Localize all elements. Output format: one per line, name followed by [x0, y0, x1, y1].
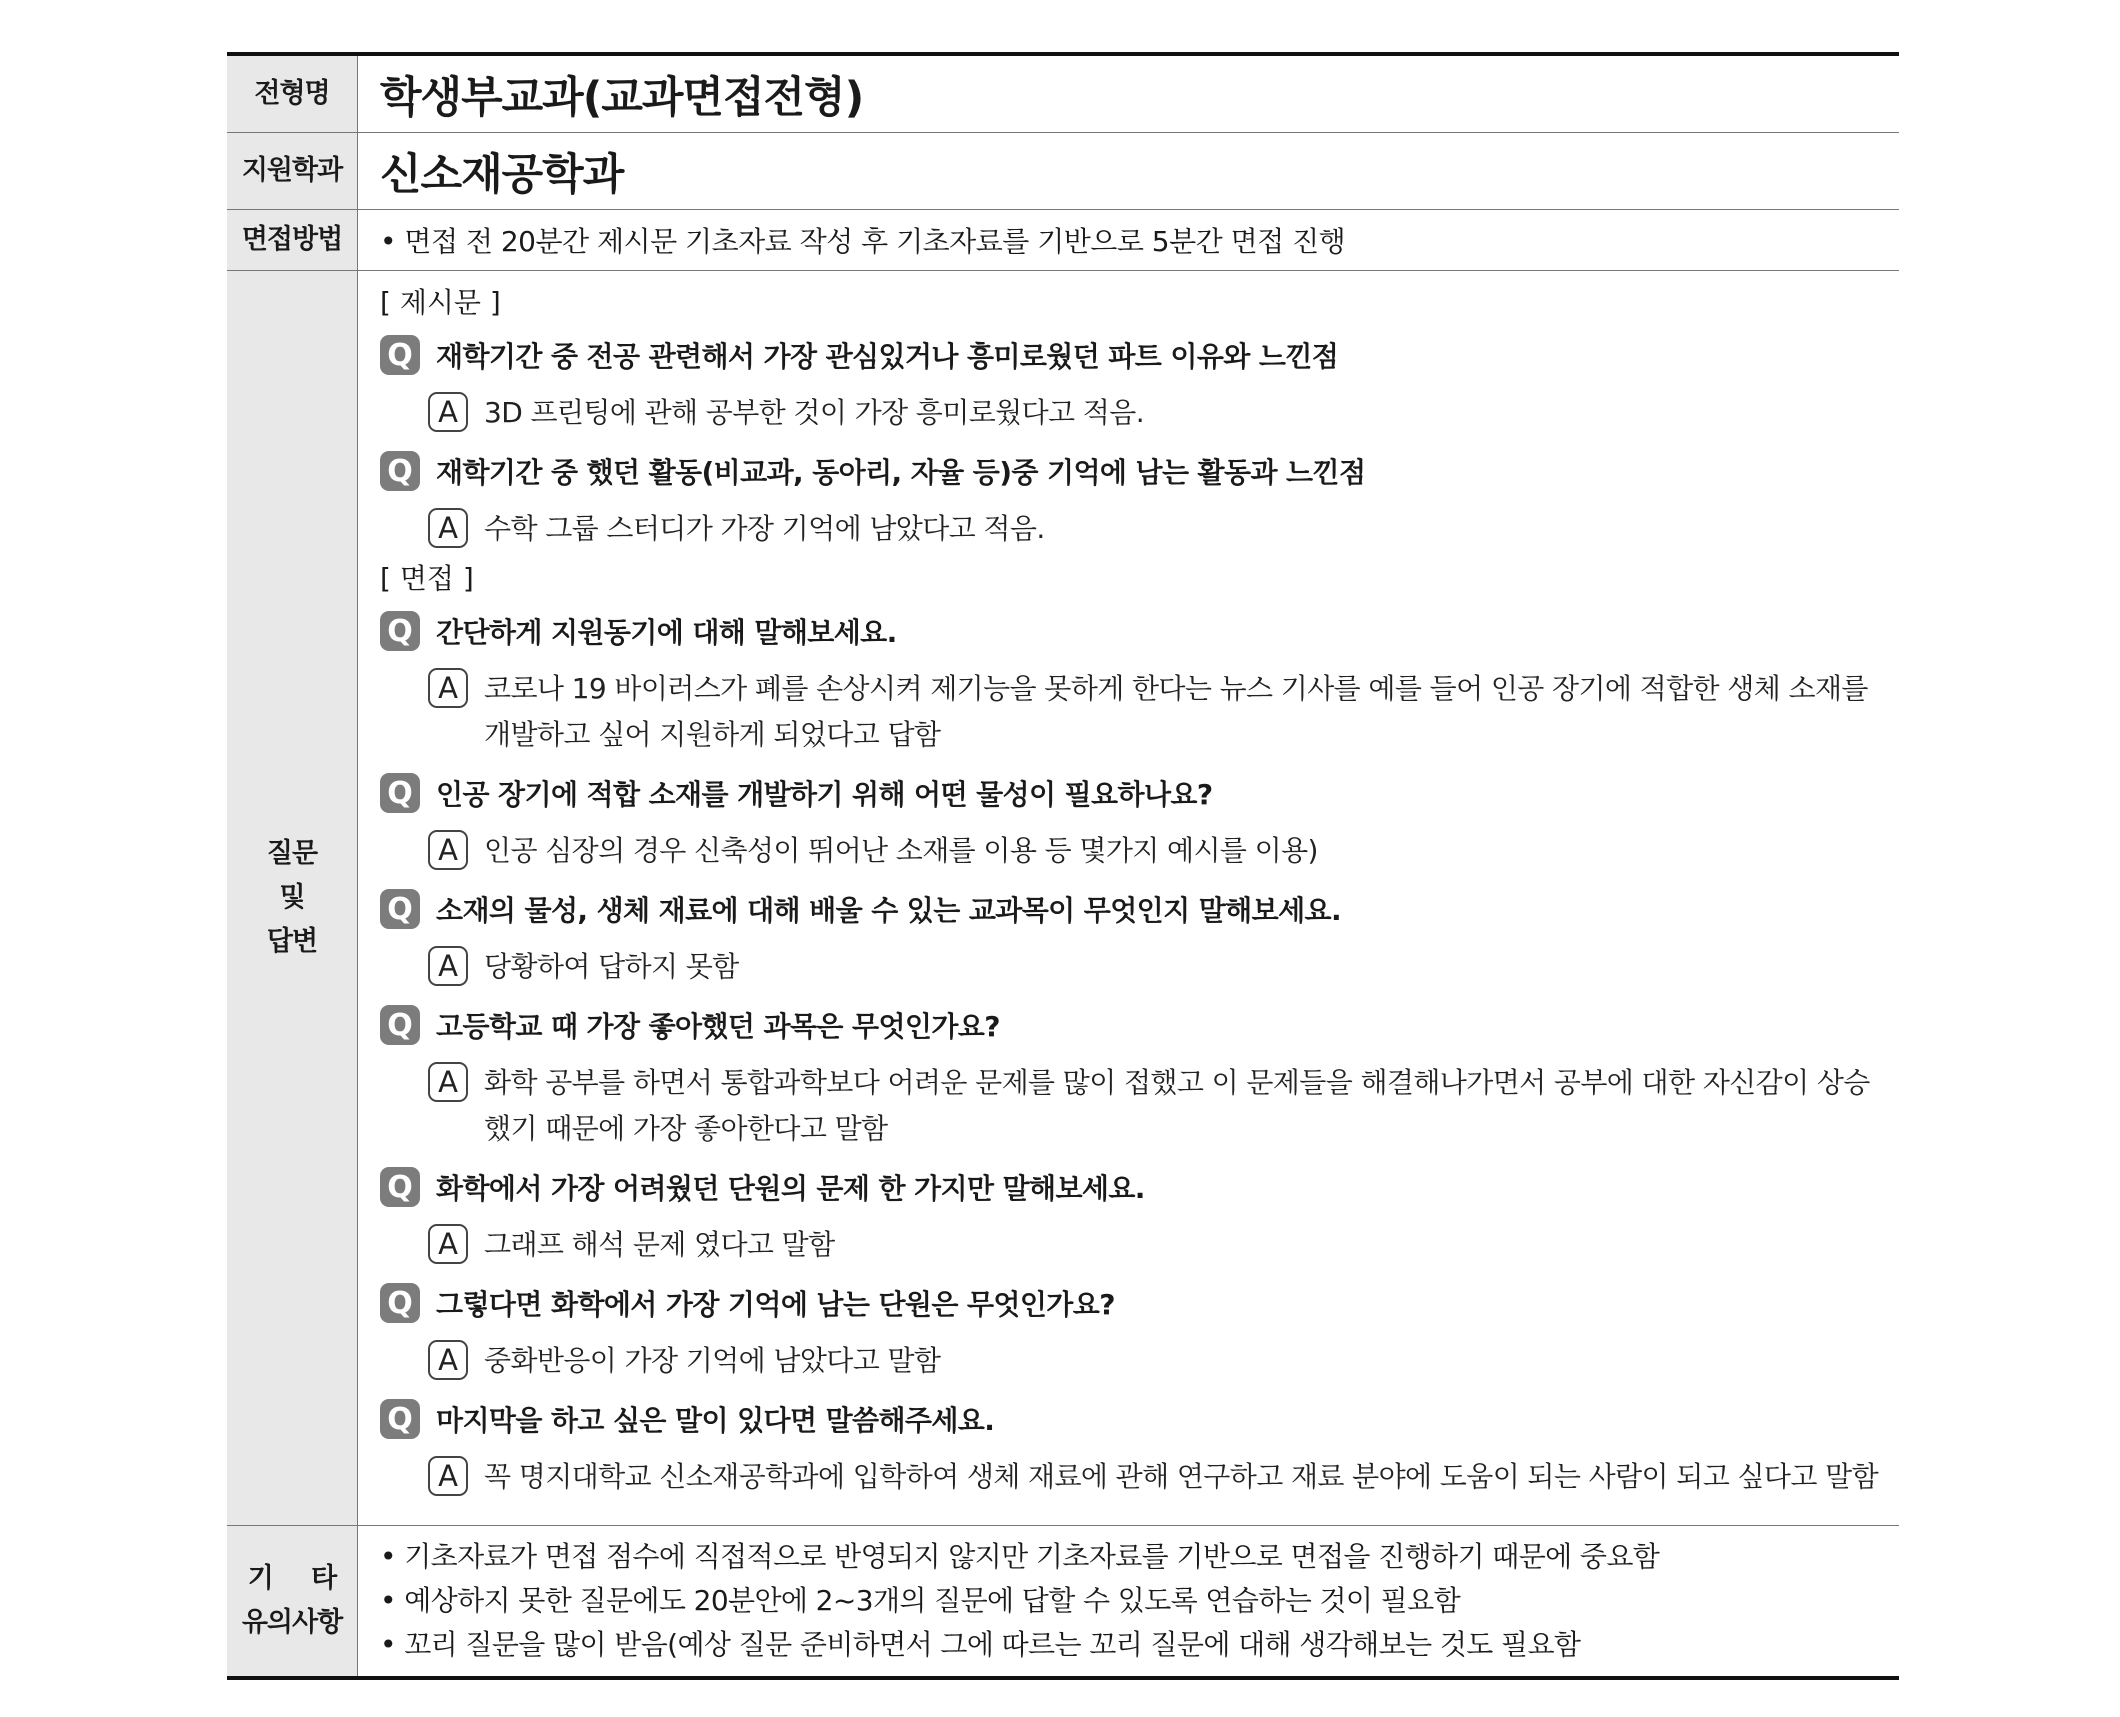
answer-text: 수학 그룹 스터디가 가장 기억에 남았다고 적음. [484, 512, 1045, 545]
answer-badge-icon: A [428, 1062, 468, 1102]
question-text: 소재의 물성, 생체 재료에 대해 배울 수 있는 교과목이 무엇인지 말해보세요. [436, 894, 1341, 927]
row-admission-type [227, 56, 1899, 133]
row-interview-method [227, 210, 1899, 271]
question-item [380, 325, 1885, 385]
label-qa-line1: 질문 [266, 838, 318, 869]
answer-badge-icon: A [428, 946, 468, 986]
answer-item [380, 823, 1885, 879]
answer-text: 당황하여 답하지 못함 [484, 950, 739, 983]
question-item [380, 1273, 1885, 1333]
question-badge-icon: Q [380, 889, 420, 929]
question-badge-icon: Q [380, 1005, 420, 1045]
answer-badge-icon: A [428, 668, 468, 708]
answer-text: 중화반응이 가장 기억에 남았다고 말함 [484, 1344, 941, 1377]
row-notes [227, 1526, 1899, 1676]
answer-item [380, 385, 1885, 441]
answer-badge-icon: A [428, 392, 468, 432]
qa-content [358, 271, 1899, 1525]
department-value: 신소재공학과 [380, 149, 624, 200]
label-qa-line2: 및 [279, 882, 305, 913]
question-item [380, 1389, 1885, 1449]
answer-text: 그래프 해석 문제 였다고 말함 [484, 1228, 835, 1261]
answer-text: 인공 심장의 경우 신축성이 뛰어난 소재를 이용 등 몇가지 예시를 이용) [484, 834, 1318, 867]
question-text: 인공 장기에 적합 소재를 개발하기 위해 어떤 물성이 필요하나요? [436, 778, 1213, 811]
question-item [380, 601, 1885, 661]
question-badge-icon: Q [380, 451, 420, 491]
question-item [380, 995, 1885, 1055]
question-text: 화학에서 가장 어려웠던 단원의 문제 한 가지만 말해보세요. [436, 1172, 1145, 1205]
note-bullet: • 꼬리 질문을 많이 받음(예상 질문 준비하면서 그에 따르는 꼬리 질문에 대해 생각해보는 것도 필요함 [380, 1628, 1581, 1661]
answer-item [380, 661, 1885, 763]
question-item [380, 763, 1885, 823]
question-badge-icon: Q [380, 1283, 420, 1323]
label-notes-line1: 기 타 [247, 1563, 337, 1594]
question-text: 재학기간 중 했던 활동(비교과, 동아리, 자율 등)중 기억에 남는 활동과 느낀점 [436, 456, 1366, 489]
label-notes [227, 1526, 358, 1676]
label-notes-line2: 유의사항 [241, 1607, 343, 1638]
answer-item [380, 1333, 1885, 1389]
answer-item [380, 1449, 1885, 1505]
question-badge-icon: Q [380, 773, 420, 813]
label-questions-answers [227, 271, 358, 1525]
question-badge-icon: Q [380, 335, 420, 375]
answer-text: 3D 프린팅에 관해 공부한 것이 가장 흥미로웠다고 적음. [484, 396, 1144, 429]
question-item [380, 879, 1885, 939]
note-bullet: • 예상하지 못한 질문에도 20분안에 2~3개의 질문에 답할 수 있도록 연습하는 것이 필요함 [380, 1584, 1461, 1617]
answer-text: 화학 공부를 하면서 통합과학보다 어려운 문제를 많이 접했고 이 문제들을 해결해나가면서 공부에 대한 자신감이 상승했기 때문에 가장 좋아한다고 말함 [484, 1066, 1870, 1145]
label-admission-type: 전형명 [227, 56, 358, 132]
answer-item [380, 1217, 1885, 1273]
answer-badge-icon: A [428, 1456, 468, 1496]
label-qa-line3: 답변 [266, 926, 318, 957]
answer-item [380, 501, 1885, 557]
interview-report-table [227, 52, 1899, 1680]
answer-text: 꼭 명지대학교 신소재공학과에 입학하여 생체 재료에 관해 연구하고 재료 분야에 도움이 되는 사람이 되고 싶다고 말함 [484, 1460, 1879, 1493]
question-badge-icon: Q [380, 611, 420, 651]
question-badge-icon: Q [380, 1167, 420, 1207]
row-questions-answers [227, 271, 1899, 1526]
question-text: 재학기간 중 전공 관련해서 가장 관심있거나 흥미로웠던 파트 이유와 느낀점 [436, 340, 1339, 373]
section-heading-prompt: [ 제시문 ] [380, 286, 501, 319]
answer-text: 코로나 19 바이러스가 폐를 손상시켜 제기능을 못하게 한다는 뉴스 기사를 예를 들어 인공 장기에 적합한 생체 소재를 개발하고 싶어 지원하게 되었다고 답함 [484, 672, 1868, 751]
row-department [227, 133, 1899, 210]
question-text: 고등학교 때 가장 좋아했던 과목은 무엇인가요? [436, 1010, 1000, 1043]
answer-badge-icon: A [428, 1224, 468, 1264]
note-bullet: • 기초자료가 면접 점수에 직접적으로 반영되지 않지만 기초자료를 기반으로 면접을 진행하기 때문에 중요함 [380, 1540, 1660, 1573]
answer-item [380, 939, 1885, 995]
answer-badge-icon: A [428, 508, 468, 548]
label-department: 지원학과 [227, 133, 358, 209]
section-heading-interview: [ 면접 ] [380, 562, 474, 595]
answer-badge-icon: A [428, 830, 468, 870]
answer-badge-icon: A [428, 1340, 468, 1380]
interview-method-value: • 면접 전 20분간 제시문 기초자료 작성 후 기초자료를 기반으로 5분간 면접 진행 [380, 225, 1346, 258]
label-interview-method: 면접방법 [227, 210, 358, 270]
question-badge-icon: Q [380, 1399, 420, 1439]
answer-item [380, 1055, 1885, 1157]
question-text: 간단하게 지원동기에 대해 말해보세요. [436, 616, 897, 649]
admission-type-value: 학생부교과(교과면접전형) [380, 72, 864, 123]
question-item [380, 1157, 1885, 1217]
question-text: 마지막을 하고 싶은 말이 있다면 말씀해주세요. [436, 1404, 995, 1437]
question-text: 그렇다면 화학에서 가장 기억에 남는 단원은 무엇인가요? [436, 1288, 1115, 1321]
notes-content [358, 1526, 1899, 1676]
question-item [380, 441, 1885, 501]
